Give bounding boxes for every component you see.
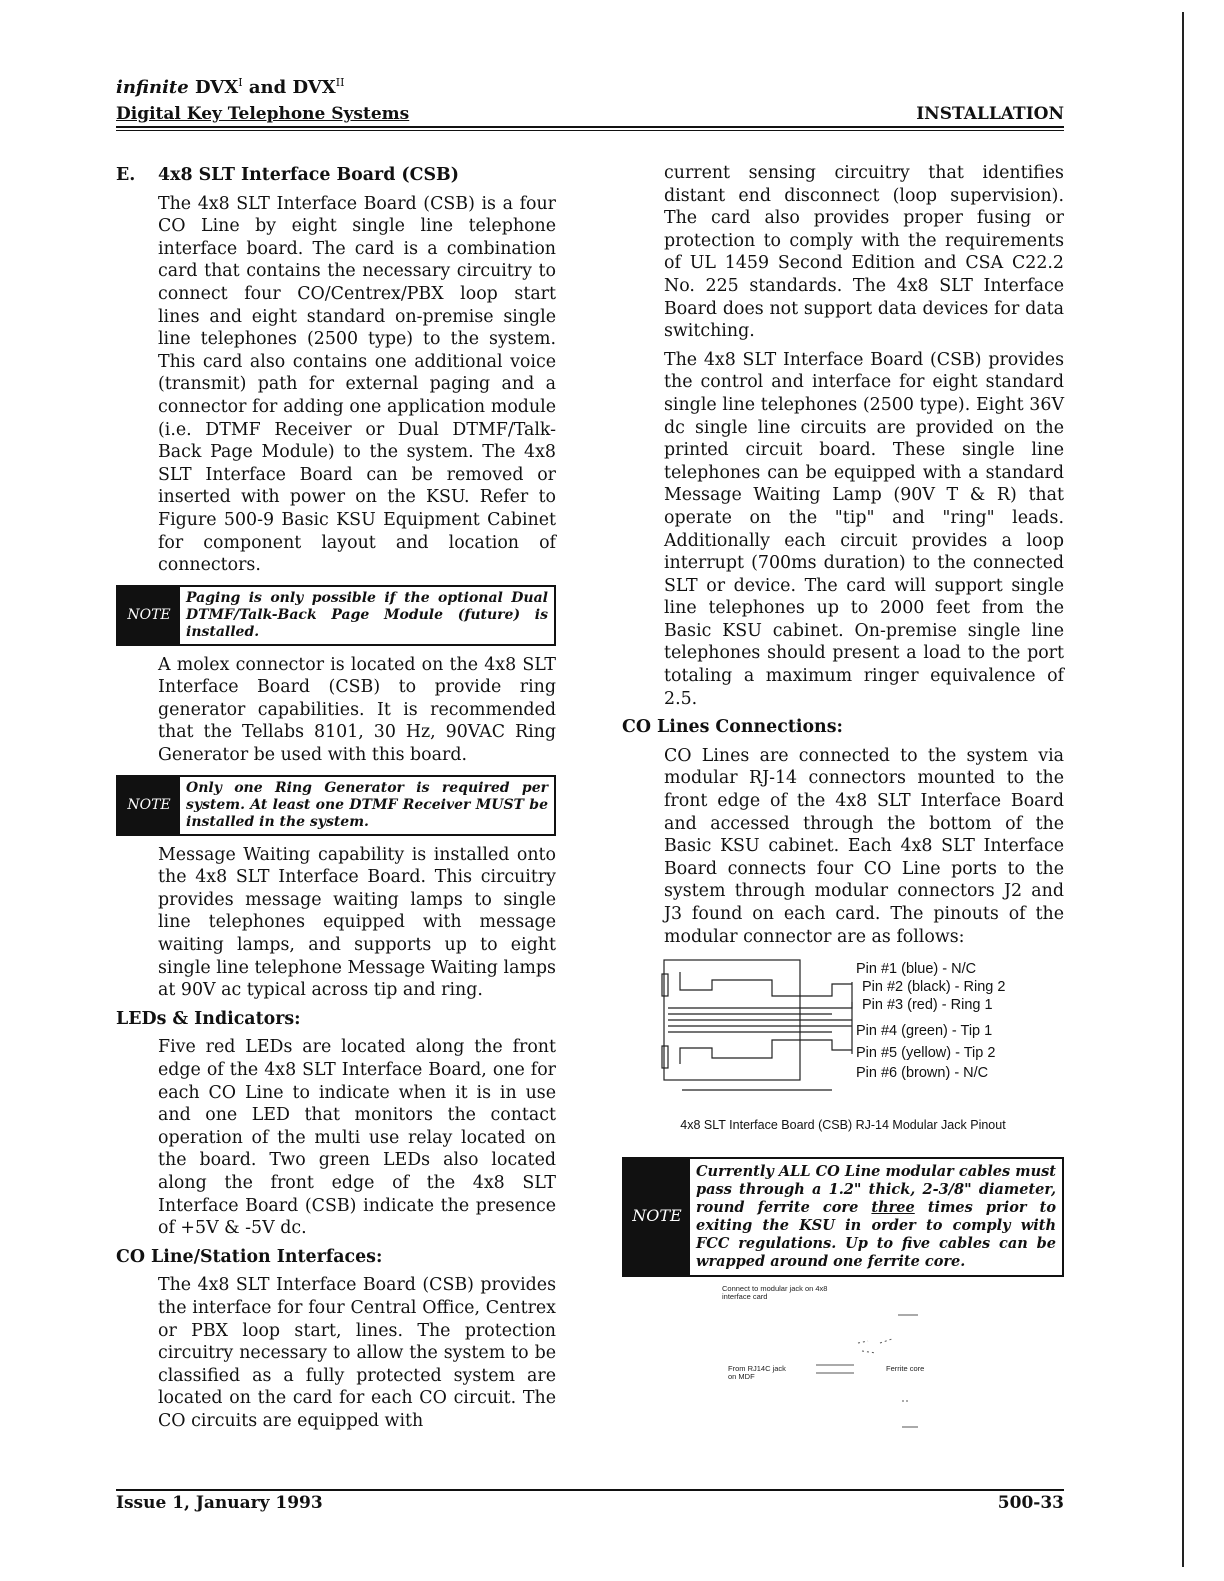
ferrite-core-diagram	[622, 1277, 1064, 1447]
paragraph: A molex connector is located on the 4x8 SLT Interface Board (CSB) to provide ring generator capabilities. It is recommended that the Tellabs 8101, 30 Hz, 90VAC Ring Generator be used with this board.	[158, 654, 556, 766]
paragraph: The 4x8 SLT Interface Board (CSB) provides the interface for four Central Office, Centrex or PBX loop start, lines. The protection circuitry necessary to allow the system to be classified as a fully protected system are located on the card for each CO circuit. The CO circuits are equipped with	[158, 1275, 556, 1431]
figure-label: From RJ14C jack on MDF	[728, 1363, 786, 1381]
note-text: Currently ALL CO Line modular cables must pass through a 1.2" thick, 2-3/8" diameter, round ferrite core three times prior to exiting the KSU in order to comply with FCC regulations. Up to five cables can be wrapped around one ferrite core.	[696, 1162, 1056, 1270]
page-header	[116, 68, 1064, 130]
pin-lead	[800, 984, 852, 996]
note-text: Only one Ring Generator is required per system. At least one DTMF Receiver MUST be installed in the system.	[186, 779, 548, 830]
section-heading: E. 4x8 SLT Interface Board (CSB)	[116, 165, 459, 185]
note-tag: NOTE	[118, 777, 180, 834]
pin-label: Pin #4 (green) - Tip 1	[856, 1023, 993, 1040]
pin-label: Pin #1 (blue) - N/C	[856, 961, 977, 978]
pinout-drawing	[622, 954, 1064, 1104]
paragraph: The 4x8 SLT Interface Board (CSB) is a four CO Line by eight single line telephone interface board. The card is a combination card that contains the necessary circuitry to connect four CO/Centrex/PBX loop start lines and eight standard on-premise single line telephones (2500 type) to the system. This card also contains one additional voice (transmit) path for external paging and a connector for adding one application module (i.e. DTMF Receiver or Dual DTMF/Talk-Back Page Module) to the system. The 4x8 SLT Interface Board can be removed or inserted with power on the KSU. Refer to Figure 500-9 Basic KSU Equipment Cabinet for component layout and location of connectors.	[158, 193, 556, 576]
right-column	[622, 162, 1064, 1447]
section-name: INSTALLATION	[916, 104, 1064, 124]
note-box	[622, 1157, 1064, 1277]
pin-label: Pin #2 (black) - Ring 2	[862, 979, 1006, 996]
wire	[680, 972, 800, 996]
paragraph: The 4x8 SLT Interface Board (CSB) provides the control and interface for eight standard single line telephones (2500 type). Eight 36V dc single line circuits are provided on the printed circuit board. These single line telephones can be equipped with a standard Message Waiting Lamp (90V T & R) that operate on the "tip" and "ring" leads. Additionally each circuit provides a loop interrupt (700ms duration) to the connected SLT or device. The card will support single line telephones up to 2000 feet from the Basic KSU cabinet. On-premise single line telephones should present a load to the port totaling a maximum ringer equivalence of 2.5.	[664, 349, 1064, 709]
left-column	[116, 162, 556, 1439]
header-rule	[116, 126, 1064, 128]
paragraph: CO Lines are connected to the system via modular RJ-14 connectors mounted to the front edge of the 4x8 SLT Interface Board and accessed through the bottom of the Basic KSU cabinet. Each 4x8 SLT Interface Board connects four CO Line ports to the system through modular connectors J2 and J3 found on each card. The pinouts of the modular connector are as follows:	[664, 745, 1064, 947]
note-box	[116, 585, 556, 646]
page-number: 500-33	[997, 1493, 1064, 1513]
figure-label: Connect to modular jack on 4x8 interface card	[722, 1283, 828, 1301]
ferrite-drawing	[622, 1277, 1064, 1447]
note-tag: NOTE	[118, 587, 180, 644]
pin-lead	[800, 1040, 852, 1050]
paragraph: current sensing circuitry that identifies distant end disconnect (loop supervision). The card also provides proper fusing or protection to comply with the requirements of UL 1459 Second Edition and CSA C22.2 No. 225 standards. The 4x8 SLT Interface Board does not support data devices for data switching.	[664, 163, 1064, 342]
figure-label: Ferrite core	[886, 1363, 925, 1373]
wire	[680, 1040, 800, 1064]
note-box	[116, 775, 556, 836]
issue-date: Issue 1, January 1993	[116, 1493, 323, 1513]
pin-label: Pin #3 (red) - Ring 1	[862, 997, 993, 1014]
paragraph: Message Waiting capability is installed onto the 4x8 SLT Interface Board. This circuitry provides message waiting lamps to single line telephones equipped with message waiting lamps, and supports up to eight single line telephone Message Waiting lamps at 90V ac typical across tip and ring.	[158, 844, 556, 1001]
product-subtitle: Digital Key Telephone Systems	[116, 104, 410, 124]
page-border-right	[1182, 12, 1184, 1567]
footer-rule	[116, 1489, 1064, 1491]
header-rule-thin	[116, 130, 1064, 131]
subsection-heading: CO Lines Connections:	[622, 717, 843, 738]
note-text: Paging is only possible if the optional Dual DTMF/Talk-Back Page Module (future) is installed.	[186, 589, 548, 640]
product-title: infinite $DVX^I$ and $DVX^{II}$	[116, 76, 345, 98]
figure-caption: 4x8 SLT Interface Board (CSB) RJ-14 Modular Jack Pinout	[680, 1118, 1006, 1133]
subsection-heading: CO Line/Station Interfaces:	[116, 1246, 383, 1267]
subsection-heading: LEDs & Indicators:	[116, 1008, 301, 1029]
rj14-pinout-diagram	[622, 954, 1064, 1104]
note-tag: NOTE	[624, 1159, 690, 1275]
jack-latch-top	[662, 974, 668, 996]
paragraph: Five red LEDs are located along the front edge of the 4x8 SLT Interface Board, one for each CO Line to indicate when it is in use and one LED that monitors the contact operation of the multi use relay located on the board. Two green LEDs also located along the front edge of the 4x8 SLT Interface Board (CSB) indicate the presence of +5V & -5V dc.	[158, 1037, 556, 1239]
pin-label: Pin #5 (yellow) - Tip 2	[856, 1045, 996, 1062]
jack-latch-bottom	[662, 1046, 668, 1068]
pin-label: Pin #6 (brown) - N/C	[856, 1065, 989, 1082]
pin-lead	[832, 1002, 852, 1008]
